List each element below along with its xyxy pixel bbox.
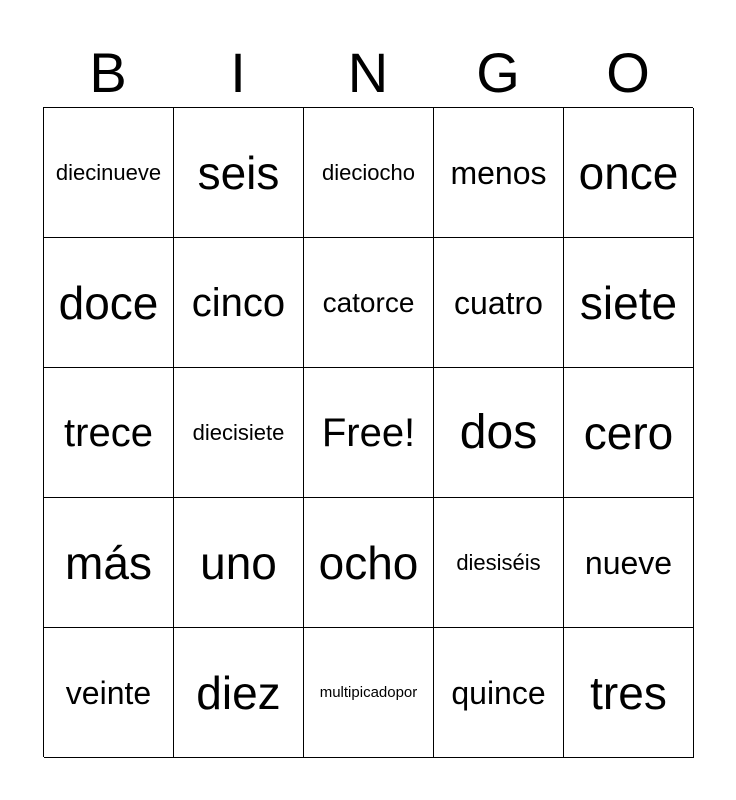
free-space[interactable]: Free! <box>304 368 434 498</box>
header-letter-n: N <box>347 41 389 104</box>
bingo-cell[interactable]: once <box>564 108 694 238</box>
bingo-cell[interactable]: diesiséis <box>434 498 564 628</box>
bingo-cell[interactable]: siete <box>564 238 694 368</box>
bingo-cell[interactable]: tres <box>564 628 694 758</box>
bingo-cell[interactable]: cinco <box>174 238 304 368</box>
bingo-cell[interactable]: menos <box>434 108 564 238</box>
bingo-cell[interactable]: veinte <box>44 628 174 758</box>
bingo-header <box>43 40 693 106</box>
bingo-cell[interactable]: doce <box>44 238 174 368</box>
bingo-cell[interactable]: diecisiete <box>174 368 304 498</box>
bingo-cell[interactable]: seis <box>174 108 304 238</box>
bingo-cell[interactable]: dieciocho <box>304 108 434 238</box>
bingo-cell[interactable]: multipicadopor <box>304 628 434 758</box>
bingo-cell[interactable]: más <box>44 498 174 628</box>
header-letter-b: B <box>89 41 127 104</box>
header-letter-o: O <box>606 41 650 104</box>
bingo-cell[interactable]: nueve <box>564 498 694 628</box>
bingo-cell[interactable]: quince <box>434 628 564 758</box>
bingo-cell[interactable]: diecinueve <box>44 108 174 238</box>
bingo-cell[interactable]: uno <box>174 498 304 628</box>
bingo-cell[interactable]: diez <box>174 628 304 758</box>
header-letter-i: I <box>230 41 246 104</box>
header-letter-g: G <box>476 41 520 104</box>
bingo-cell[interactable]: trece <box>44 368 174 498</box>
bingo-board <box>43 107 693 757</box>
bingo-cell[interactable]: cero <box>564 368 694 498</box>
bingo-cell[interactable]: ocho <box>304 498 434 628</box>
bingo-cell[interactable]: dos <box>434 368 564 498</box>
bingo-cell[interactable]: catorce <box>304 238 434 368</box>
bingo-cell[interactable]: cuatro <box>434 238 564 368</box>
